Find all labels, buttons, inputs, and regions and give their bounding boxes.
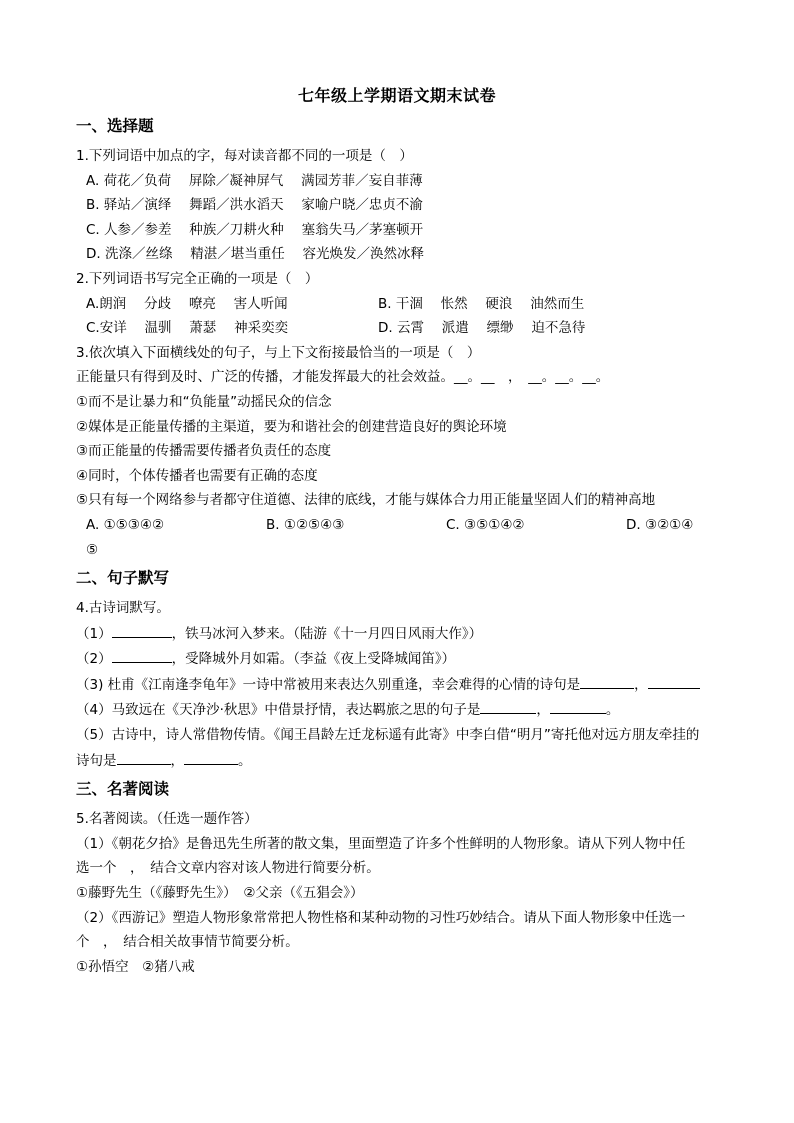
section-heading-reading: 三、名著阅读 [76, 780, 170, 799]
answer-blank[interactable] [112, 621, 172, 638]
dictation-line-3 [76, 672, 718, 698]
sentence-4: ④同时，个体传播者也需要有正确的态度 [76, 467, 318, 484]
dictation-line-5-cont [76, 748, 718, 774]
section-heading-dictation: 二、句子默写 [76, 569, 170, 588]
question-stem: 2.下列词语书写完全正确的一项是（ ） [76, 270, 319, 287]
option-d: D. 云霄 派遣 缥缈 迫不急待 [378, 320, 586, 337]
question-3 [76, 341, 718, 562]
sentence-1: ①而不是让暴力和“负能量”动摇民众的信念 [76, 393, 332, 410]
question-5 [76, 807, 718, 979]
option-a: A. 荷花／负荷 屏除／凝神屏气 满园芳菲／妄自菲薄 [86, 172, 423, 189]
passage-lead: 正能量只有得到及时、广泛的传播，才能发挥最大的社会效益。__。__ ， __。__。__。 [76, 369, 610, 386]
period: 。 [238, 752, 252, 769]
line-text: （3) 杜甫《江南逢李龟年》一诗中常被用来表达久别重逢，幸会难得的心情的诗句是 [76, 676, 581, 693]
line-text: （5）古诗中，诗人常借物传情。《闻王昌龄左迁龙标遥有此寄》中李白借“明月”寄托他对远方朋友牵挂的 [76, 727, 700, 744]
sentence-2: ②媒体是正能量传播的主渠道，要为和谐社会的创建营造良好的舆论环境 [76, 418, 507, 435]
option-d: D. 洗涤／丝绦 精湛／堪当重任 容光焕发／涣然冰释 [86, 246, 425, 263]
answer-blank[interactable] [550, 697, 606, 714]
answer-blank[interactable] [480, 697, 536, 714]
dictation-line-1 [76, 621, 718, 647]
option-a: A. ①⑤③④② [86, 516, 165, 533]
question-4 [76, 596, 718, 773]
dictation-line-4 [76, 697, 718, 723]
answer-blank[interactable] [580, 672, 634, 689]
section-heading-choice: 一、选择题 [76, 117, 154, 135]
question-stem: 1.下列词语中加点的字，每对读音都不同的一项是（ ） [76, 148, 413, 164]
sentence-3: ③而正能量的传播需要传播者负责任的态度 [76, 443, 332, 460]
prompt-1-line-2: 选一个 ， 结合文章内容对该人物进行简要分析。 [76, 860, 380, 877]
option-c: C. 人参／参差 种族／刀耕火种 塞翁失马／茅塞顿开 [86, 221, 424, 238]
answer-blank[interactable] [112, 646, 172, 663]
option-row [76, 292, 718, 317]
question-stem: 4.古诗词默写。 [76, 600, 170, 617]
question-1 [76, 144, 718, 267]
line-prefix: （1） [76, 625, 112, 642]
option-d-wrap: ⑤ [86, 541, 99, 558]
line-text: 诗句是 [76, 752, 117, 769]
prompt-1-choices: ①藤野先生（《藤野先生》） ②父亲（《五猖会》） [76, 885, 364, 902]
option-d: D. ③②①④ [626, 516, 694, 533]
sentence-5: ⑤只有每一个网络参与者都守住道德、法律的底线，才能与媒体合力用正能量坚固人们的精神高地 [76, 492, 656, 509]
option-row [76, 316, 718, 341]
option-b: B. ①②⑤④③ [266, 516, 345, 533]
option-b: B. 干涸 怅然 硬浪 油然而生 [378, 295, 585, 312]
option-b: B. 驿站／演绎 舞蹈／洪水滔天 家喻户晓／忠贞不渝 [86, 197, 423, 214]
option-c: C.安详 温驯 萧瑟 神采奕奕 [86, 320, 289, 337]
option-a: A.朗润 分歧 嘹亮 害人听闻 [86, 295, 288, 312]
comma: ， [170, 752, 184, 769]
question-stem: 3.依次填入下面横线处的句子，与上下文衔接最恰当的一项是（ ） [76, 344, 481, 361]
line-prefix: （2） [76, 651, 112, 668]
prompt-2-line-2: 个 ， 结合相关故事情节简要分析。 [76, 934, 299, 951]
prompt-2-choices: ①孙悟空 ②猪八戒 [76, 958, 195, 975]
dictation-line-2 [76, 646, 718, 672]
answer-blank[interactable] [184, 748, 238, 765]
question-2 [76, 267, 718, 341]
prompt-2-line-1: （2）《西游记》塑造人物形象常常把人物性格和某种动物的习性巧妙结合。请从下面人物形象中任选一 [76, 909, 686, 926]
answer-blank[interactable] [117, 748, 171, 765]
prompt-1-line-1: （1）《朝花夕拾》是鲁迅先生所著的散文集，里面塑造了许多个性鲜明的人物形象。请从下列人物中任 [76, 835, 686, 852]
period: 。 [605, 702, 620, 719]
answer-blank[interactable] [648, 672, 700, 689]
line-text: ，受降城外月如霜。（李益《夜上受降城闻笛》） [171, 651, 456, 668]
comma: ， [536, 702, 550, 719]
line-text: ，铁马冰河入梦来。（陆游《十一月四日风雨大作》） [171, 625, 483, 642]
dictation-line-5 [76, 723, 718, 748]
comma: ， [634, 676, 648, 693]
option-row [76, 513, 718, 538]
option-c: C. ③⑤①④② [446, 516, 525, 533]
question-stem: 5.名著阅读。（任选一题作答） [76, 811, 258, 828]
page-title: 七年级上学期语文期末试卷 [297, 86, 496, 105]
line-text: （4）马致远在《天净沙·秋思》中借景抒情，表达羁旅之思的句子是 [76, 702, 481, 719]
